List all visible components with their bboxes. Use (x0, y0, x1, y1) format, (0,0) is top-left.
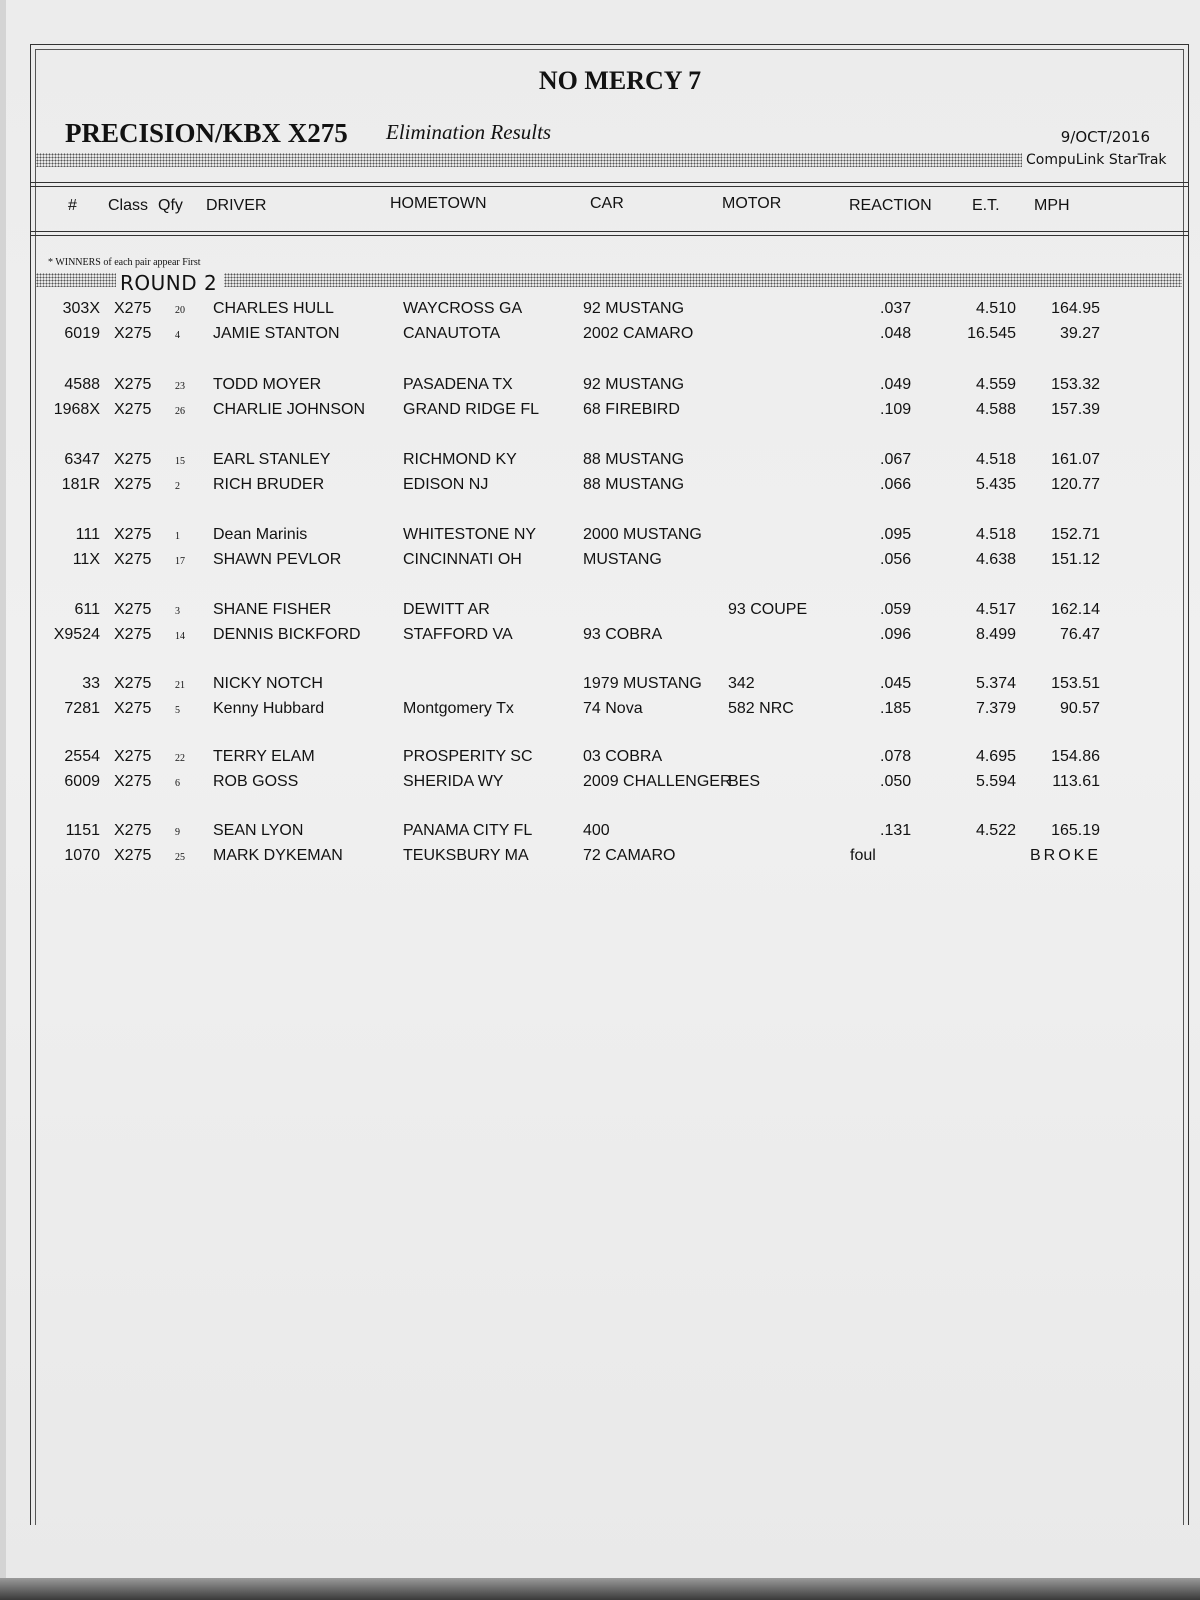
cell-num: 611 (74, 601, 100, 618)
col-mph-header: MPH (1034, 197, 1070, 214)
cell-motor: 342 (728, 675, 755, 692)
cell-car: 93 COBRA (583, 626, 663, 643)
cell-reaction: .049 (880, 376, 912, 393)
cell-motor: 93 COUPE (728, 601, 808, 618)
cell-reaction: .037 (880, 300, 912, 317)
cell-class: X275 (114, 526, 152, 543)
cell-hometown: GRAND RIDGE FL (403, 401, 540, 418)
cell-reaction: .131 (880, 822, 912, 839)
cell-hometown: PASADENA TX (403, 376, 513, 393)
cell-class: X275 (114, 700, 152, 717)
header-dot-band (36, 153, 1022, 167)
cell-et: 5.594 (975, 773, 1016, 790)
cell-hometown: Montgomery Tx (403, 700, 514, 717)
cell-hometown: WAYCROSS GA (403, 300, 523, 317)
cell-driver: Dean Marinis (213, 526, 308, 543)
cell-mph: 113.61 (1052, 773, 1100, 790)
cell-car: 1979 MUSTANG (583, 675, 702, 692)
header-rule-top-2 (30, 186, 1189, 187)
cell-hometown: PROSPERITY SC (403, 748, 533, 765)
cell-reaction: .109 (880, 401, 912, 418)
cell-num: 33 (82, 675, 100, 692)
cell-num: 6009 (64, 773, 100, 790)
cell-reaction: .185 (880, 700, 912, 717)
cell-et: 4.522 (975, 822, 1016, 839)
cell-class: X275 (114, 451, 152, 468)
cell-num: 111 (75, 526, 100, 543)
col-driver-header: DRIVER (206, 197, 267, 214)
cell-reaction: .056 (880, 551, 912, 568)
col-et-header: E.T. (972, 197, 1000, 214)
event-date: 9/OCT/2016 (1060, 128, 1150, 146)
cell-et: 4.695 (975, 748, 1016, 765)
cell-class: X275 (114, 773, 152, 790)
cell-class: X275 (114, 401, 152, 418)
cell-car: 88 MUSTANG (583, 476, 685, 493)
cell-et: 4.588 (975, 401, 1016, 418)
cell-num: 1070 (64, 847, 100, 864)
cell-class: X275 (114, 601, 152, 618)
cell-et: 4.638 (975, 551, 1016, 568)
cell-num: 4588 (64, 376, 100, 393)
cell-mph: 76.47 (1059, 626, 1100, 643)
cell-hometown: PANAMA CITY FL (403, 822, 533, 839)
cell-mph: 153.32 (1051, 376, 1100, 393)
cell-driver: TODD MOYER (213, 376, 322, 393)
cell-mph: 120.77 (1051, 476, 1100, 493)
cell-hometown: STAFFORD VA (403, 626, 513, 643)
cell-mph: 161.07 (1051, 451, 1100, 468)
cell-num: 7281 (64, 700, 100, 717)
class-title: PRECISION/KBX X275 (65, 118, 348, 148)
table-edge-shadow (0, 1578, 1200, 1600)
cell-driver: SHAWN PEVLOR (213, 551, 342, 568)
col-reaction-header: REACTION (849, 197, 932, 214)
event-title: NO MERCY 7 (538, 66, 702, 95)
cell-class: X275 (114, 551, 152, 568)
col-class-header: Class (108, 197, 149, 214)
cell-class: X275 (114, 376, 152, 393)
cell-qfy: 17 (175, 556, 185, 567)
cell-class: X275 (114, 675, 152, 692)
cell-reaction: .066 (880, 476, 912, 493)
cell-num: 2554 (64, 748, 100, 765)
cell-et: 7.379 (975, 700, 1016, 717)
cell-reaction: .096 (880, 626, 912, 643)
cell-hometown: CINCINNATI OH (403, 551, 522, 568)
cell-hometown: TEUKSBURY MA (403, 847, 529, 864)
cell-car: 2009 CHALLENGER (583, 773, 732, 790)
cell-qfy: 25 (175, 852, 185, 863)
cell-et: 4.518 (975, 526, 1016, 543)
cell-qfy: 20 (175, 305, 185, 316)
cell-motor: 582 NRC (728, 700, 794, 717)
cell-et: 16.545 (967, 325, 1016, 342)
cell-qfy: 2 (175, 481, 180, 492)
cell-qfy: 21 (175, 680, 185, 691)
results-subtitle: Elimination Results (386, 120, 552, 144)
cell-qfy: 4 (175, 330, 180, 341)
cell-car: 03 COBRA (583, 748, 663, 765)
cell-mph: 153.51 (1051, 675, 1100, 692)
cell-car: 92 MUSTANG (583, 376, 685, 393)
round-dot-band-left (36, 273, 116, 287)
cell-et: 4.510 (975, 300, 1016, 317)
header-rule-bottom (30, 231, 1189, 232)
cell-class: X275 (114, 748, 152, 765)
cell-num: 11X (72, 551, 100, 568)
cell-et: 5.435 (975, 476, 1016, 493)
col-motor-header: MOTOR (722, 195, 782, 212)
cell-driver: NICKY NOTCH (213, 675, 323, 692)
cell-qfy: 15 (175, 456, 185, 467)
cell-reaction: .078 (880, 748, 912, 765)
cell-reaction: .067 (880, 451, 912, 468)
cell-driver: JAMIE STANTON (213, 325, 340, 342)
cell-car: 72 CAMARO (583, 847, 676, 864)
cell-class: X275 (114, 325, 152, 342)
cell-num: 303X (62, 300, 100, 317)
cell-car: MUSTANG (583, 551, 662, 568)
cell-reaction: .048 (880, 325, 912, 342)
round-label: ROUND 2 (120, 271, 218, 295)
cell-driver: TERRY ELAM (213, 748, 315, 765)
round-dot-band-right (224, 273, 1182, 287)
cell-driver: SHANE FISHER (213, 601, 332, 618)
cell-driver: DENNIS BICKFORD (213, 626, 361, 643)
cell-reaction: .045 (880, 675, 912, 692)
cell-driver: Kenny Hubbard (213, 700, 325, 717)
cell-hometown: EDISON NJ (403, 476, 489, 493)
cell-car: 74 Nova (583, 700, 643, 717)
timing-system: CompuLink StarTrak (1026, 152, 1167, 168)
cell-qfy: 6 (175, 778, 180, 789)
cell-mph: 152.71 (1051, 526, 1100, 543)
header-rule-bottom-2 (30, 235, 1189, 236)
cell-reaction: .095 (880, 526, 912, 543)
cell-driver: ROB GOSS (213, 773, 299, 790)
cell-mph: 151.12 (1051, 551, 1100, 568)
cell-qfy: 23 (175, 381, 185, 392)
cell-driver: RICH BRUDER (213, 476, 325, 493)
cell-driver: CHARLES HULL (213, 300, 334, 317)
cell-num: 6019 (64, 325, 100, 342)
cell-mph: 164.95 (1051, 300, 1100, 317)
cell-mph: 39.27 (1059, 325, 1100, 342)
col-car-header: CAR (590, 195, 624, 212)
cell-class: X275 (114, 476, 152, 493)
cell-qfy: 1 (175, 531, 180, 542)
cell-class: X275 (114, 847, 152, 864)
cell-class: X275 (114, 300, 152, 317)
cell-qfy: 9 (175, 827, 180, 838)
cell-num: 1151 (65, 822, 100, 839)
cell-driver: SEAN LYON (213, 822, 304, 839)
cell-mph: 154.86 (1051, 748, 1100, 765)
cell-num: 181R (61, 476, 100, 493)
cell-et: 5.374 (975, 675, 1016, 692)
cell-car: 2002 CAMARO (583, 325, 694, 342)
header-rule-top (30, 182, 1189, 183)
cell-qfy: 22 (175, 753, 185, 764)
cell-mph: 157.39 (1051, 401, 1100, 418)
cell-mph: 162.14 (1051, 601, 1100, 618)
cell-et: 4.517 (975, 601, 1016, 618)
cell-num: 1968X (53, 401, 100, 418)
cell-reaction: .059 (880, 601, 912, 618)
cell-et: 4.559 (975, 376, 1016, 393)
cell-driver: MARK DYKEMAN (213, 847, 343, 864)
cell-reaction: .050 (880, 773, 912, 790)
winners-note: * WINNERS of each pair appear First (48, 257, 201, 268)
cell-car: 88 MUSTANG (583, 451, 685, 468)
cell-driver: EARL STANLEY (213, 451, 331, 468)
cell-num: X9524 (53, 626, 100, 643)
cell-car: 2000 MUSTANG (583, 526, 702, 543)
col-num-header: # (68, 197, 77, 214)
cell-hometown: CANAUTOTA (403, 325, 501, 342)
cell-num: 6347 (64, 451, 100, 468)
cell-hometown: SHERIDA WY (403, 773, 504, 790)
cell-et: 4.518 (975, 451, 1016, 468)
cell-qfy: 26 (175, 406, 185, 417)
cell-hometown: WHITESTONE NY (403, 526, 537, 543)
cell-hometown: RICHMOND KY (403, 451, 517, 468)
cell-qfy: 5 (175, 705, 180, 716)
cell-mph: 165.19 (1051, 822, 1100, 839)
cell-car: 68 FIREBIRD (583, 401, 680, 418)
cell-motor: BES (728, 773, 761, 790)
cell-class: X275 (114, 822, 152, 839)
cell-et: 8.499 (975, 626, 1016, 643)
cell-class: X275 (114, 626, 152, 643)
cell-driver: CHARLIE JOHNSON (213, 401, 366, 418)
cell-mph: BROKE (1030, 847, 1102, 864)
cell-qfy: 14 (175, 631, 185, 642)
cell-reaction: foul (850, 847, 876, 864)
col-hometown-header: HOMETOWN (390, 195, 487, 212)
cell-qfy: 3 (175, 606, 180, 617)
cell-car: 92 MUSTANG (583, 300, 685, 317)
cell-car: 400 (583, 822, 610, 839)
col-qfy-header: Qfy (158, 197, 183, 214)
cell-hometown: DEWITT AR (403, 601, 490, 618)
cell-mph: 90.57 (1059, 700, 1100, 717)
